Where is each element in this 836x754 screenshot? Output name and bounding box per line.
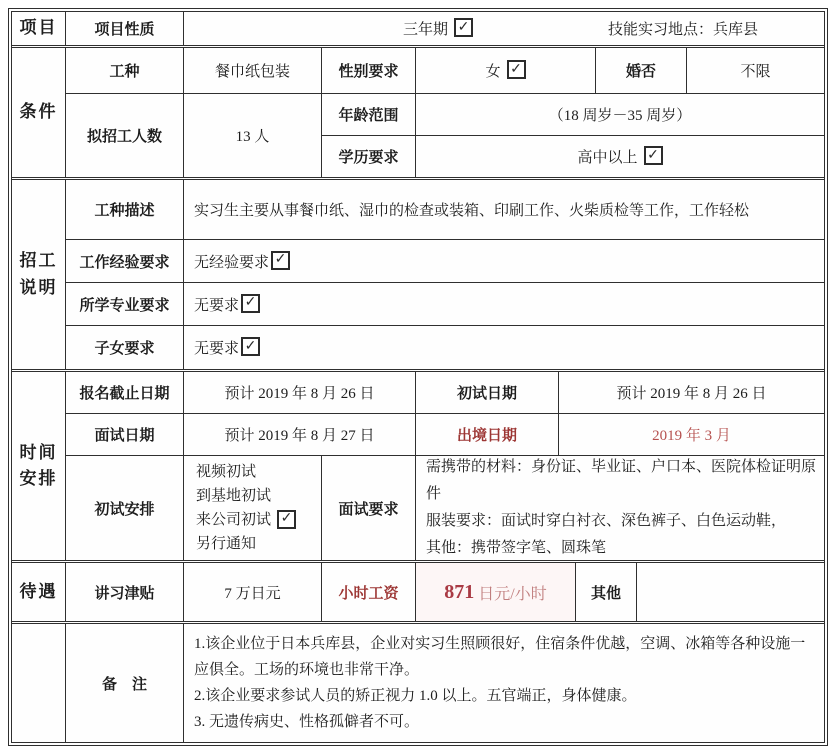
checkbox-checked-icon: ✓ xyxy=(241,294,260,313)
section-label-project xyxy=(12,12,66,45)
remarks-label: 备 注 xyxy=(66,624,184,742)
section-label-schedule xyxy=(12,372,66,560)
hourly-wage-value-cell xyxy=(416,563,576,621)
departure-date-label: 出境日期 xyxy=(416,414,559,455)
schedule-label-line2: 安排 xyxy=(19,469,58,488)
section-condition xyxy=(12,48,824,180)
salary-row xyxy=(66,563,824,621)
arrangement-option xyxy=(196,460,256,484)
recruitment-label-line2: 说明 xyxy=(19,277,58,297)
condition-row-2 xyxy=(66,94,824,177)
interview-date-label: 面试日期 xyxy=(66,414,184,455)
major-value: 无要求 xyxy=(194,297,240,314)
section-remarks xyxy=(12,624,824,742)
arrangement-option xyxy=(196,484,271,508)
section-label-recruitment xyxy=(12,180,66,369)
project-body xyxy=(66,12,824,45)
hourly-wage-number: 871 xyxy=(444,580,475,603)
arrangement-options-cell xyxy=(184,456,322,560)
job-type-label: 工种 xyxy=(66,48,184,93)
option-notify-later: 另行通知 xyxy=(196,536,257,552)
project-label: 项目 xyxy=(19,18,58,38)
gender-value-cell xyxy=(416,48,596,93)
form-table xyxy=(8,8,828,746)
term-text: 三年期 xyxy=(403,22,449,38)
major-value-cell xyxy=(184,283,824,325)
schedule-label-line1: 时间 xyxy=(19,442,58,462)
education-label: 学历要求 xyxy=(322,136,416,177)
remarks-line-1: 1.该企业位于日本兵库县，企业对实习生照顾很好，住宿条件优越，空调、冰箱等各种设施一应俱全。工场的环境也非常干净。 xyxy=(194,636,806,678)
interview-date-row xyxy=(66,414,824,456)
gender-value: 女 xyxy=(485,64,501,80)
interview-req-other: 其他：携带签字笔、圆珠笔 xyxy=(426,540,607,556)
children-value: 无要求 xyxy=(194,341,240,357)
age-range-value: （18 周岁－35 周岁） xyxy=(548,108,692,124)
internship-location-text: 技能实习地点：兵库县 xyxy=(607,22,758,38)
salary-body xyxy=(66,563,824,621)
first-test-date-value: 预计 2019 年 8 月 26 日 xyxy=(616,386,767,402)
interview-req-cell xyxy=(416,456,824,560)
project-nature-label: 项目性质 xyxy=(66,12,184,45)
interview-req-dresscode: 服装要求：面试时穿白衬衣、深色裤子、白色运动鞋， xyxy=(426,513,787,529)
marriage-value: 不限 xyxy=(740,64,771,80)
section-schedule xyxy=(12,372,824,563)
remarks-content xyxy=(184,624,824,742)
deadline-label: 报名截止日期 xyxy=(66,372,184,413)
hourly-wage-label: 小时工资 xyxy=(322,563,416,621)
section-salary xyxy=(12,563,824,624)
hourly-wage-unit: 日元/小时 xyxy=(478,585,547,603)
description-row xyxy=(66,180,824,240)
remarks-line-2: 2.该企业要求参试人员的矫正视力 1.0 以上。五官端正，身体健康。 xyxy=(194,688,637,704)
section-project xyxy=(12,12,824,48)
section-label-condition xyxy=(12,48,66,177)
deadline-row xyxy=(66,372,824,414)
other-value xyxy=(637,563,824,621)
major-label: 所学专业要求 xyxy=(66,283,184,325)
checkbox-checked-icon: ✓ xyxy=(644,146,663,165)
checkbox-checked-icon: ✓ xyxy=(454,18,473,37)
project-nature-value-cell xyxy=(184,12,824,45)
interview-req-materials: 需携带的材料：身份证、毕业证、户口本、医院体检证明原件 xyxy=(426,459,817,502)
project-row xyxy=(66,12,824,45)
section-label-remarks-empty xyxy=(12,624,66,742)
checkbox-checked-icon: ✓ xyxy=(271,251,290,270)
age-row xyxy=(322,94,824,136)
remarks-line-3: 3. 无遗传病史、性格孤僻者不可。 xyxy=(194,714,420,730)
job-type-value: 餐巾纸包装 xyxy=(184,48,322,93)
experience-value: 无经验要求 xyxy=(194,254,270,271)
job-description-value: 实习生主要从事餐巾纸、湿巾的检查或装箱、印刷工作、火柴质检等工作，工作轻松 xyxy=(194,203,750,219)
remarks-body-wrap xyxy=(66,624,824,742)
children-label: 子女要求 xyxy=(66,326,184,369)
schedule-body xyxy=(66,372,824,560)
education-row xyxy=(322,136,824,177)
children-row xyxy=(66,326,824,369)
education-value: 高中以上 xyxy=(577,150,638,166)
experience-label: 工作经验要求 xyxy=(66,240,184,282)
recruitment-body xyxy=(66,180,824,369)
checkbox-checked-icon: ✓ xyxy=(277,510,296,529)
arrangement-row xyxy=(66,456,824,560)
major-row xyxy=(66,283,824,326)
first-test-date-label: 初试日期 xyxy=(416,372,559,413)
term-option xyxy=(403,18,473,39)
section-recruitment xyxy=(12,180,824,372)
education-value-cell xyxy=(416,136,824,177)
option-video-test: 视频初试 xyxy=(196,464,257,480)
children-value-cell xyxy=(184,326,824,369)
recruitment-label-line1: 招工 xyxy=(19,251,58,271)
marriage-label: 婚否 xyxy=(596,48,687,93)
arrangement-option xyxy=(196,508,296,532)
arrangement-label: 初试安排 xyxy=(66,456,184,560)
deadline-value: 预计 2019 年 8 月 26 日 xyxy=(184,372,416,413)
remarks-row xyxy=(66,624,824,742)
checkbox-checked-icon: ✓ xyxy=(241,337,260,356)
other-label: 其他 xyxy=(576,563,637,621)
headcount-label: 拟招工人数 xyxy=(66,94,184,177)
salary-label: 待遇 xyxy=(19,581,58,601)
interview-req-label: 面试要求 xyxy=(322,456,416,560)
condition-label: 条件 xyxy=(19,102,58,122)
condition-body xyxy=(66,48,824,177)
option-company-test: 来公司初试 xyxy=(196,512,272,528)
job-description-label: 工种描述 xyxy=(66,180,184,239)
section-label-salary xyxy=(12,563,66,621)
age-range-label: 年龄范围 xyxy=(322,94,416,135)
arrangement-option xyxy=(196,532,256,556)
gender-label: 性别要求 xyxy=(322,48,416,93)
departure-date-value: 2019 年 3 月 xyxy=(652,428,731,444)
headcount-value: 13 人 xyxy=(184,94,322,177)
checkbox-checked-icon: ✓ xyxy=(507,60,526,79)
allowance-label: 讲习津贴 xyxy=(66,563,184,621)
condition-row-1 xyxy=(66,48,824,94)
option-base-test: 到基地初试 xyxy=(196,488,272,504)
experience-value-cell xyxy=(184,240,824,282)
interview-date-value: 预计 2019 年 8 月 27 日 xyxy=(184,414,416,455)
age-education-column xyxy=(322,94,824,177)
allowance-value: 7 万日元 xyxy=(184,563,322,621)
experience-row xyxy=(66,240,824,283)
